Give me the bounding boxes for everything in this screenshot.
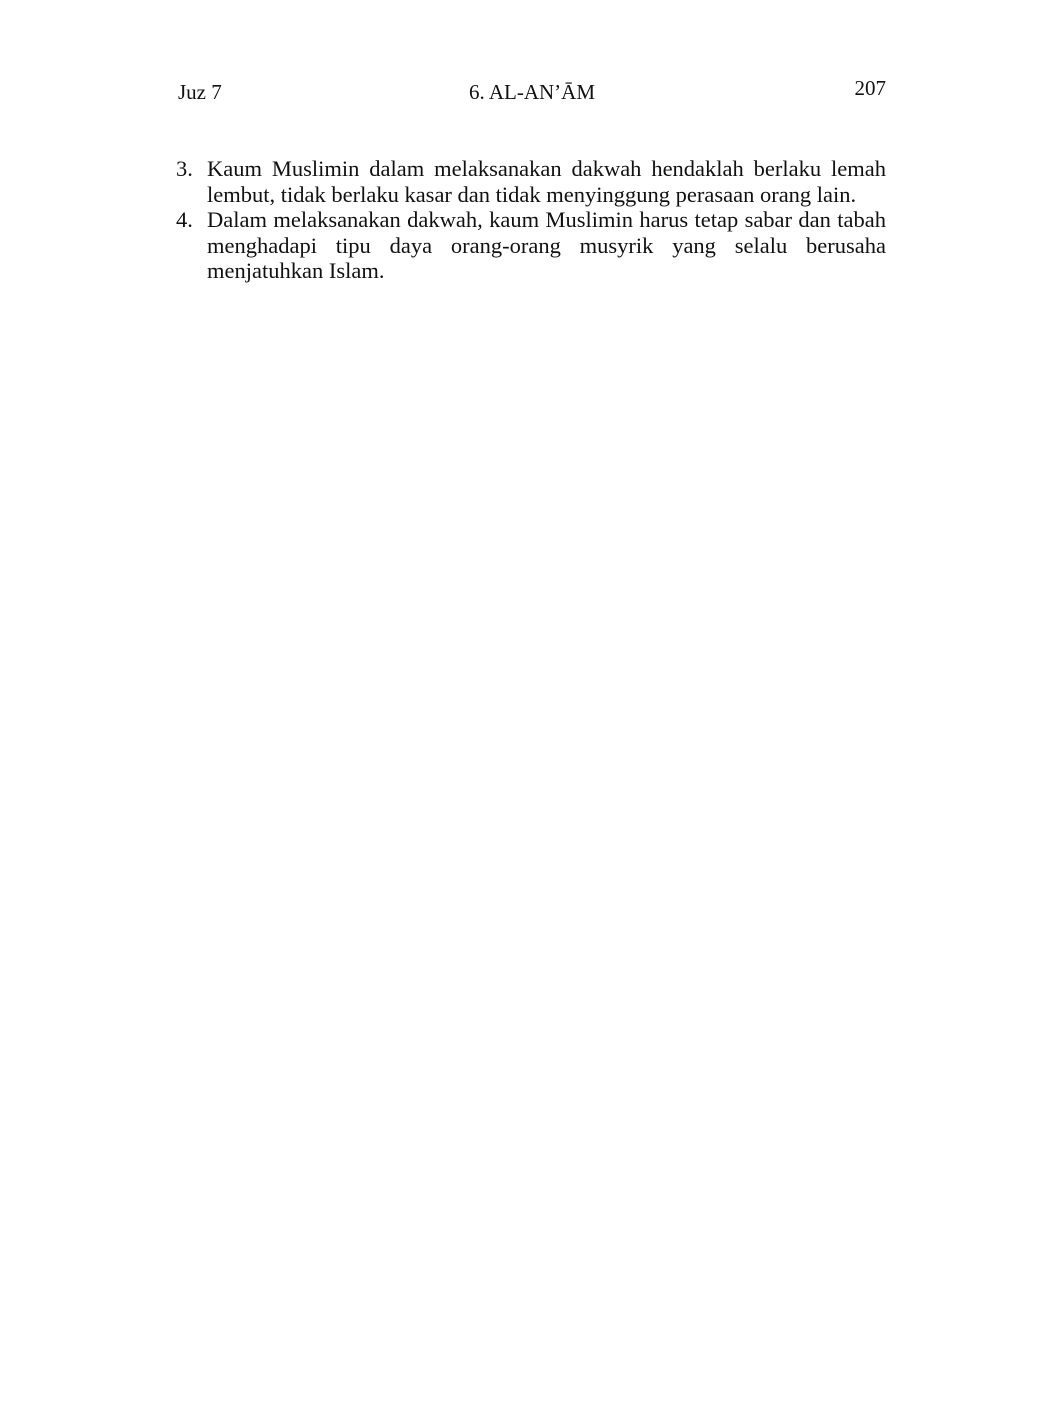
running-header — [178, 74, 886, 104]
numbered-list — [176, 156, 886, 284]
list-item — [176, 156, 886, 207]
list-item — [176, 207, 886, 284]
list-item-text: Dalam melaksanakan dakwah, kaum Muslimin harus tetap sabar dan tabah menghadapi tipu daya orang-orang musyrik yang selalu berusaha menjatuhkan Islam. — [207, 207, 886, 283]
list-item-number: 3. — [176, 156, 193, 181]
page-number: 207 — [854, 76, 886, 100]
list-item-text: Kaum Muslimin dalam melaksanakan dakwah hendaklah berlaku lemah lembut, tidak berlaku kasar dan tidak menyinggung perasaan orang lain. — [207, 156, 886, 207]
surah-title: 6. AL-AN’ĀM — [469, 80, 595, 104]
list-item-number: 4. — [176, 207, 193, 232]
juz-label: Juz 7 — [178, 80, 222, 104]
